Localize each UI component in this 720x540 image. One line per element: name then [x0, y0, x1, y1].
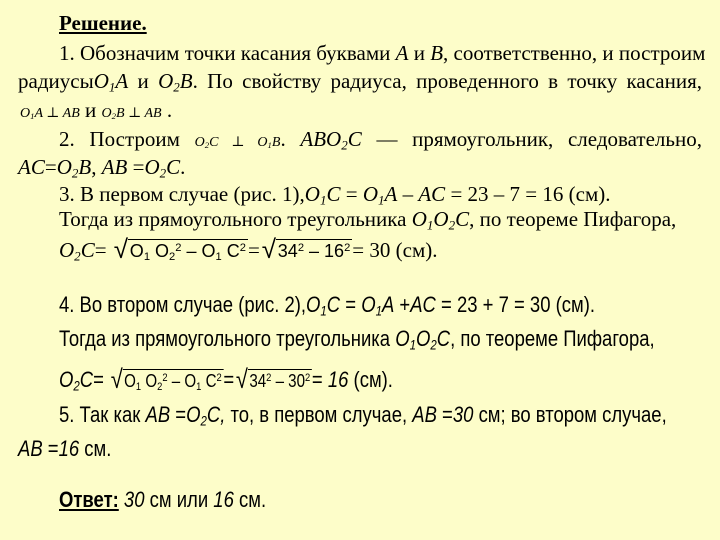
- step-3-line: 3. В первом случае (рис. $1),O_1C = O_1A$ – AC = 23 – 7 = 16 (см).: [59, 182, 611, 208]
- then-line-1: Тогда из прямоугольного треугольника $O_1O_2C$, по теореме Пифагора,: [59, 207, 677, 233]
- then-line-2: Тогда из прямоугольного треугольника $O_1O_2C$, по теореме Пифагора,: [59, 326, 655, 353]
- answer-label: Ответ:: [59, 487, 119, 512]
- step-5-line-2: AB =16 см.: [18, 436, 112, 461]
- result-line-1: $O_2C=$ √ $O_1$ $O_2^2 - O_1$ $C^2=$ √ $34^2 - 16^2= 30$ (см).: [59, 234, 438, 264]
- sqrt-numbers-1: √ $34^2 - 16^2$: [261, 234, 351, 264]
- step-4-line: 4. Во втором случае (рис. $2),O_1C = O_1A +AC = 23 + 7 = 30$ (см).: [59, 292, 596, 319]
- step-1-line-2: радиусыO$_1$A и $O_2B$. По свойству радиуса, проведенного в точку касания,: [18, 69, 702, 95]
- solution-title: Решение.: [59, 11, 147, 35]
- step-2-line-2: $AC=O_2B$, AB $=O_2C$.: [18, 155, 186, 181]
- sqrt-formula-1: √ $O_1$ $O_2^2 - O_1$ $C^2$: [113, 234, 246, 264]
- sqrt-formula-2: √ $O_1$ $O_2^2 - O_1$ $C^2$: [110, 364, 222, 394]
- answer-line: Ответ: 30 см или 16 см.: [59, 487, 267, 512]
- sqrt-numbers-2: √ $34^2 - 30^2$: [235, 364, 311, 394]
- step-1-line-3: $O_1A$ ⊥ AB и $O_2B$ ⊥ AB .: [20, 98, 173, 122]
- step-1-line-1: 1. Обозначим точки касания буквами A и B, соответственно, и построим: [59, 41, 706, 65]
- result-line-2: $O_2C=$ √ $O_1$ $O_2^2 - O_1$ $C^2=$ √ $34^2 - 30^2= 16$ (см).: [59, 364, 393, 394]
- step-5-line-1: 5. Так как AB $=O_2C$, то, в первом случае, AB =30 см; во втором случае,: [59, 402, 667, 429]
- step-2-line-1: 2. Построим $O_2C$ ⊥ $O_1B$. $ABO_2C$ — прямоугольник, следовательно,: [59, 127, 702, 153]
